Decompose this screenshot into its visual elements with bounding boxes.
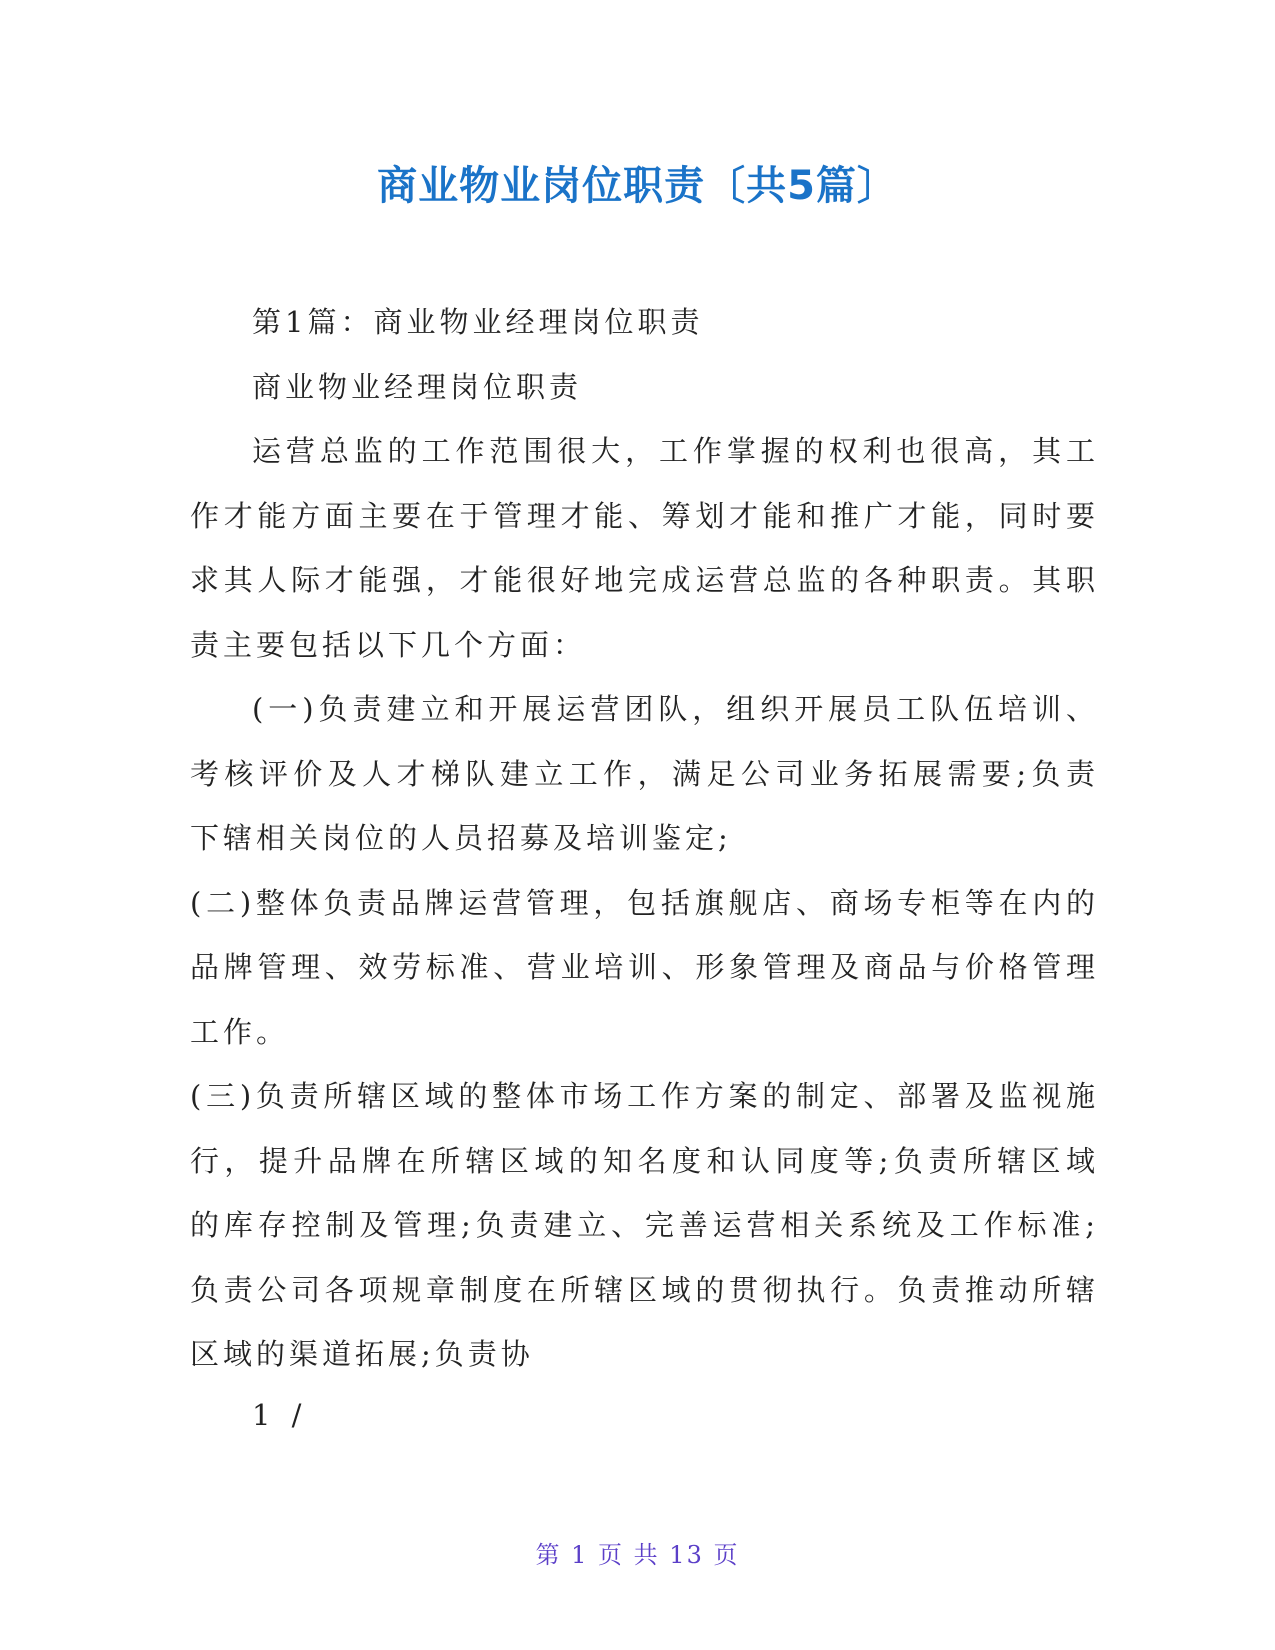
paragraph-line: 下辖相关岗位的人员招募及培训鉴定; [190, 821, 732, 855]
paragraph-line: 行，提升品牌在所辖区域的知名度和认同度等;负责所辖区域 [190, 1143, 1095, 1178]
paragraph-line: 的库存控制及管理;负责建立、完善运营相关系统及工作标准; [190, 1208, 1095, 1242]
document-body [190, 290, 1095, 1387]
paragraph-line: 求其人际才能强，才能很好地完成运营总监的各种职责。其职 [190, 563, 1095, 597]
paragraph-line: (二)整体负责品牌运营管理，包括旗舰店、商场专柜等在内的 [190, 885, 1095, 920]
paragraph-line: 运营总监的工作范围很大，工作掌握的权利也很高，其工 [252, 434, 1095, 468]
document-title: 商业物业岗位职责〔共5篇〕 [377, 163, 898, 209]
paragraph-line: 品牌管理、效劳标准、营业培训、形象管理及商品与价格管理 [190, 950, 1095, 984]
paragraph-line: (一)负责建立和开展运营团队，组织开展员工队伍培训、 [252, 692, 1095, 726]
paragraph-line: 区域的渠道拓展;负责协 [190, 1337, 534, 1371]
paragraph-line: 工作。 [190, 1014, 290, 1049]
page-footer: 第 1 页 共 13 页 [535, 1541, 740, 1569]
section-heading: 第1篇：商业物业经理岗位职责 [252, 305, 704, 339]
paragraph-line: 责主要包括以下几个方面： [190, 627, 587, 662]
paragraph-line: 考核评价及人才梯队建立工作，满足公司业务拓展需要;负责 [190, 756, 1095, 791]
paragraph-line: 负责公司各项规章制度在所辖区域的贯彻执行。负责推动所辖 [190, 1272, 1095, 1307]
subheading: 商业物业经理岗位职责 [252, 369, 583, 404]
paragraph-line: (三)负责所辖区域的整体市场工作方案的制定、部署及监视施 [190, 1079, 1095, 1113]
page-mark: 1 / [252, 1398, 308, 1432]
paragraph-line: 作才能方面主要在于管理才能、筹划才能和推广才能，同时要 [190, 498, 1095, 533]
